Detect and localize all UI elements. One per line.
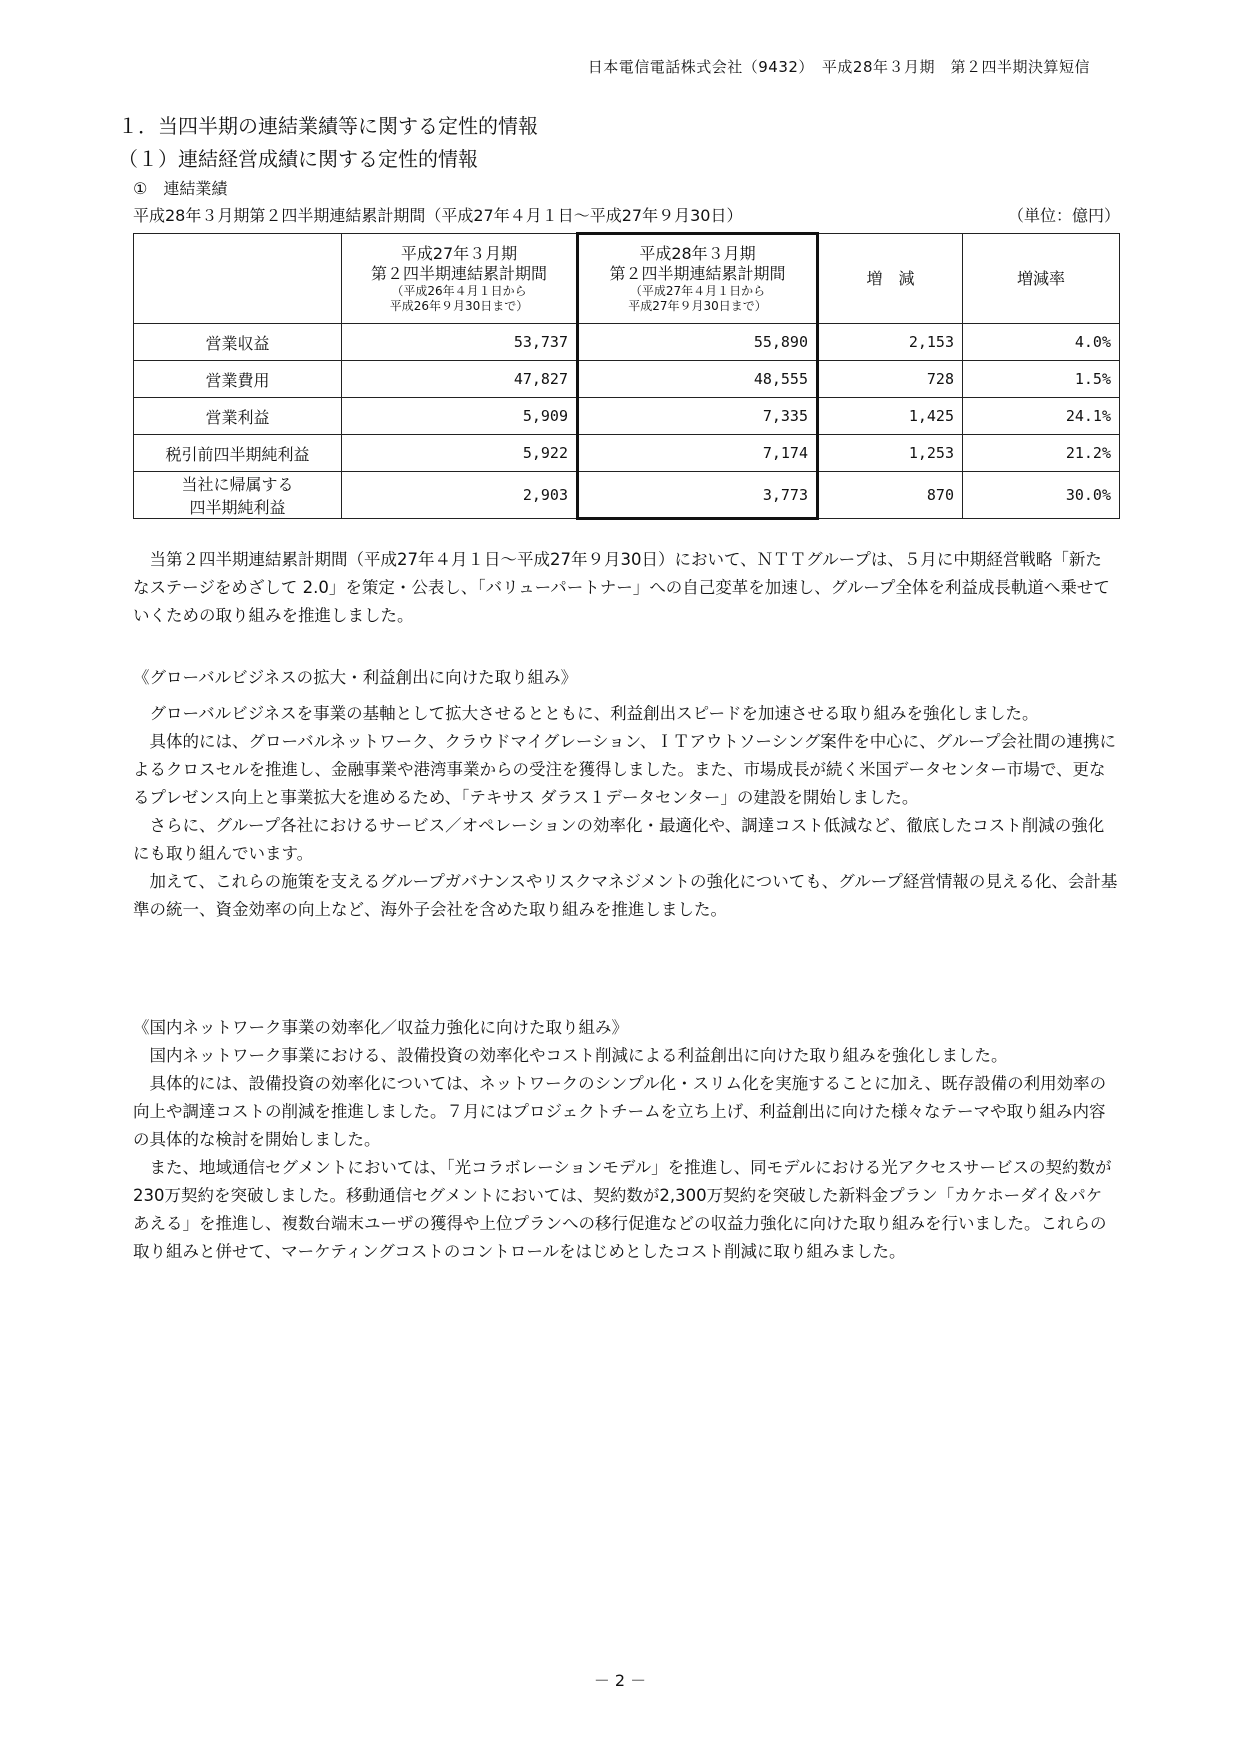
cell-curr: 7,174: [578, 435, 818, 472]
cell-rate: 21.2%: [963, 435, 1120, 472]
table-row: [134, 324, 1120, 361]
cell-rate: 1.5%: [963, 361, 1120, 398]
cell-diff: 728: [818, 361, 963, 398]
cell-prev: 47,827: [342, 361, 578, 398]
cell-diff: 2,153: [818, 324, 963, 361]
row-label-line1: 当社に帰属する: [181, 475, 294, 494]
section-heading-global: 《グローバルビジネスの拡大・利益創出に向けた取り組み》: [133, 668, 578, 687]
cell-curr: 48,555: [578, 361, 818, 398]
table-row: [134, 361, 1120, 398]
paragraph: 加えて、これらの施策を支えるグループガバナンスやリスクマネジメントの強化についても、グループ経営情報の見える化、会計基準の統一、資金効率の向上など、海外子会社を含めた取り組みを推進しました。: [133, 872, 1118, 919]
paragraph: また、地域通信セグメントにおいては、「光コラボレーションモデル」を推進し、同モデルにおける光アクセスサービスの契約数が230万契約を突破しました。移動通信セグメントにおいては、契約数が2,300万契約を突破した新料金プラン「カケホーダイ＆パケあえる」を推進し、複数台端末ユーザの獲得や上位プランへの移行促進などの収益力強化に向けた取り組みを行いました。これらの取り組みと併せて、マーケティングコストのコントロールをはじめとしたコスト削減に取り組みました。: [133, 1158, 1112, 1261]
cell-prev: 5,922: [342, 435, 578, 472]
document-header: 日本電信電話株式会社（9432） 平成28年３月期 第２四半期決算短信: [587, 58, 1090, 76]
section-title: １．当四半期の連結業績等に関する定性的情報: [118, 114, 538, 138]
cell-diff: 870: [818, 472, 963, 519]
header-rate: 増減率: [963, 234, 1120, 324]
row-label: 営業収益: [134, 324, 342, 361]
header-prev-small2: 平成26年９月30日まで）: [389, 298, 529, 313]
sub-item-title: ① 連結業績: [133, 179, 228, 198]
header-curr-line1: 平成28年３月期: [639, 244, 756, 263]
page-number: － 2 －: [593, 1671, 647, 1690]
results-table: [133, 232, 1120, 520]
header-blank: [134, 234, 342, 324]
cell-rate: 24.1%: [963, 398, 1120, 435]
paragraph: グローバルビジネスを事業の基軸として拡大させるとともに、利益創出スピードを加速させる取り組みを強化しました。: [149, 704, 1039, 723]
header-prev-line1: 平成27年３月期: [400, 243, 518, 263]
header-prev-small1: （平成26年４月１日から: [391, 283, 527, 298]
header-prev-period: [342, 234, 578, 324]
header-curr-period: [578, 234, 818, 324]
row-label: 営業費用: [134, 361, 342, 398]
paragraph: 具体的には、グローバルネットワーク、クラウドマイグレーション、ＩＴアウトソーシング案件を中心に、グループ会社間の連携によるクロスセルを推進し、金融事業や港湾事業からの受注を獲得しました。また、市場成長が続く米国データセンター市場で、更なるプレゼンス向上と事業拡大を進めるため、「テキサス ダラス１データセンター」の建設を開始しました。: [133, 732, 1116, 807]
intro-paragraph: 当第２四半期連結累計期間（平成27年４月１日～平成27年９月30日）において、ＮＴＴグループは、５月に中期経営戦略「新たなステージをめざして 2.0」を策定・公表し、「バリューパートナー」への自己変革を加速し、グループ全体を利益成長軌道へ乗せていくための取り組みを推進しました。: [133, 550, 1110, 625]
cell-prev: 2,903: [342, 472, 578, 519]
header-prev-line2: 第２四半期連結累計期間: [370, 263, 547, 283]
paragraph: さらに、グループ各社におけるサービス／オペレーションの効率化・最適化や、調達コスト低減など、徹底したコスト削減の強化にも取り組んでいます。: [133, 816, 1105, 863]
header-curr-small2: 平成27年９月30日まで）: [628, 299, 767, 313]
intro-block: [133, 546, 1118, 630]
paragraph: 具体的には、設備投資の効率化については、ネットワークのシンプル化・スリム化を実施することに加え、既存設備の利用効率の向上や調達コストの削減を推進しました。７月にはプロジェクトチームを立ち上げ、利益創出に向けた様々なテーマや取り組み内容の具体的な検討を開始しました。: [133, 1074, 1107, 1149]
header-curr-small1: （平成27年４月１日から: [629, 284, 766, 298]
row-label: 営業利益: [134, 398, 342, 435]
header-diff: 増 減: [818, 234, 963, 324]
cell-rate: 4.0%: [963, 324, 1120, 361]
header-curr-line2: 第２四半期連結累計期間: [609, 264, 786, 283]
table-unit-caption: （単位：億円）: [1007, 206, 1120, 225]
table-row: [134, 472, 1120, 519]
cell-rate: 30.0%: [963, 472, 1120, 519]
cell-diff: 1,425: [818, 398, 963, 435]
table-row: [134, 398, 1120, 435]
cell-curr: 55,890: [578, 324, 818, 361]
row-label-line2: 四半期純利益: [189, 498, 286, 517]
row-label: [134, 472, 342, 519]
cell-prev: 53,737: [342, 324, 578, 361]
cell-curr: 3,773: [578, 472, 818, 519]
cell-curr: 7,335: [578, 398, 818, 435]
section-domestic: [133, 1014, 1118, 1266]
cell-prev: 5,909: [342, 398, 578, 435]
section-heading-domestic: 《国内ネットワーク事業の効率化／収益力強化に向けた取り組み》: [133, 1018, 628, 1037]
cell-diff: 1,253: [818, 435, 963, 472]
table-row: [134, 435, 1120, 472]
table-period-caption: 平成28年３月期第２四半期連結累計期間（平成27年４月１日～平成27年９月30日）: [133, 206, 743, 225]
paragraph: 国内ネットワーク事業における、設備投資の効率化やコスト削減による利益創出に向けた取り組みを強化しました。: [149, 1046, 1008, 1065]
row-label: 税引前四半期純利益: [134, 435, 342, 472]
subsection-title: （１）連結経営成績に関する定性的情報: [118, 147, 478, 171]
table-header-row: [134, 234, 1120, 324]
section-global: [133, 664, 1118, 924]
